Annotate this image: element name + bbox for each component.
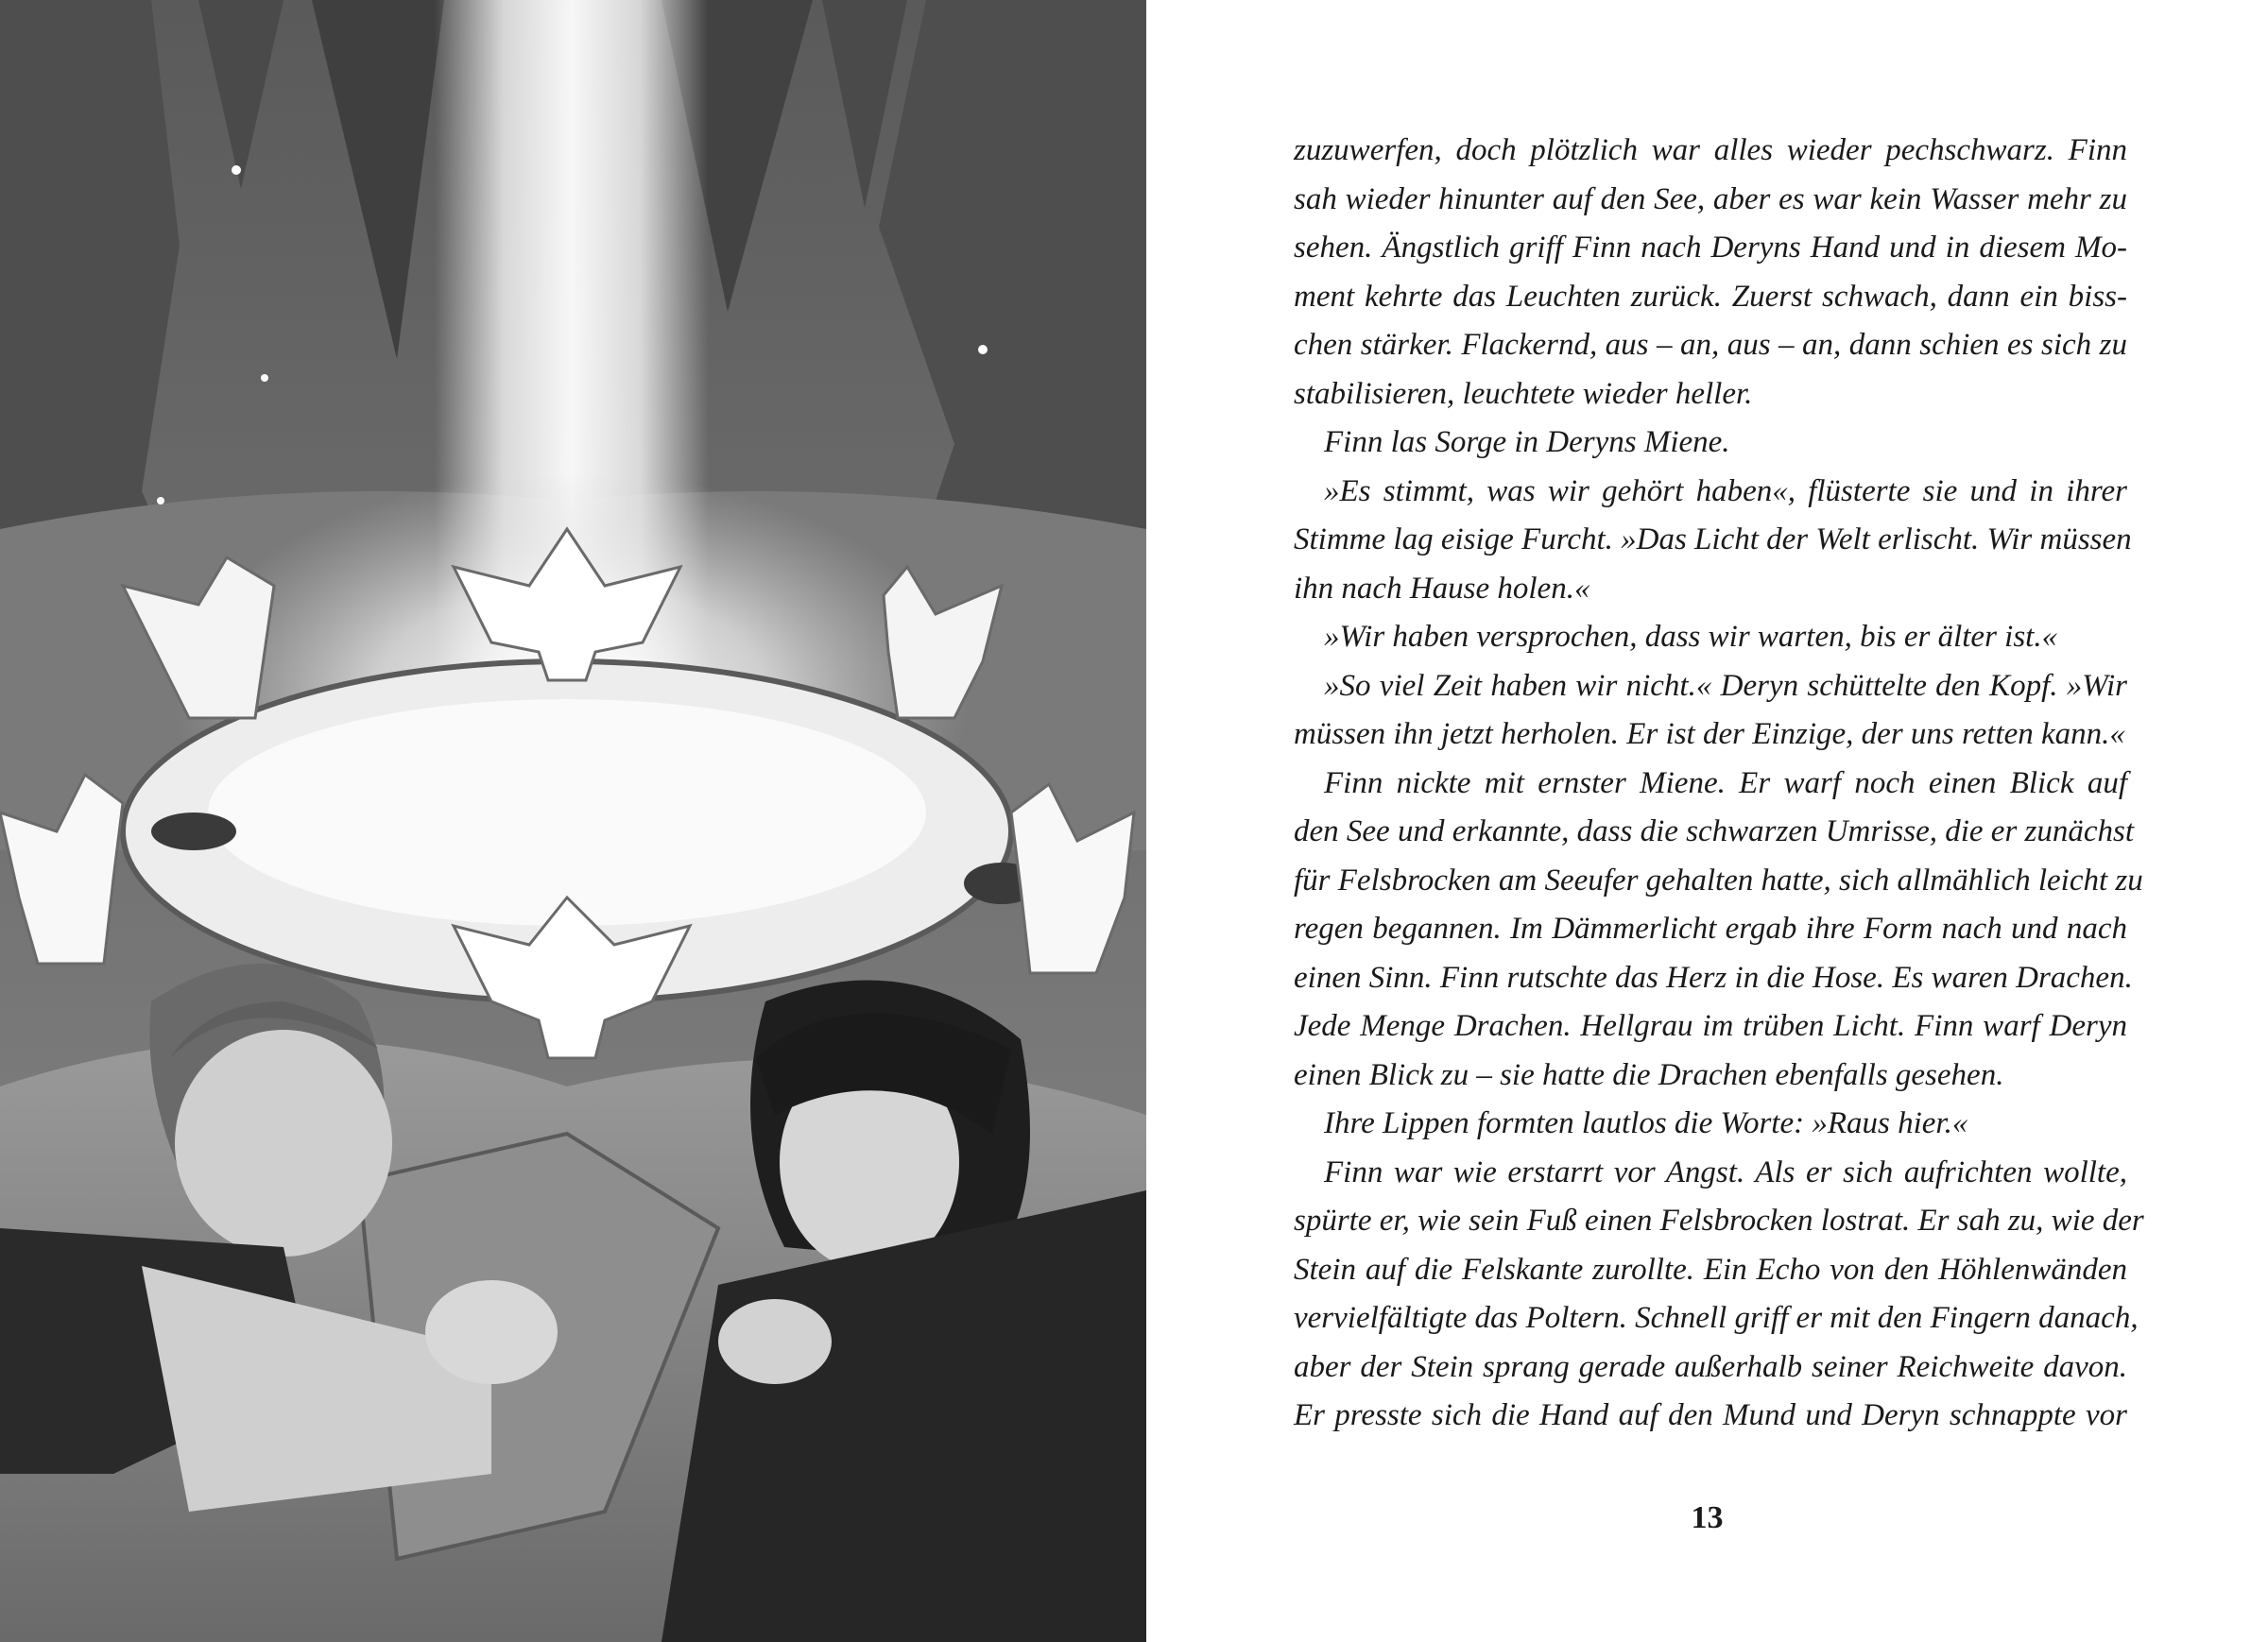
text-line: ihn nach Hause holen.« xyxy=(1294,571,1590,606)
text-line: sah wieder hinunter auf den See, aber es war kein Wasser mehr zu xyxy=(1294,181,2127,216)
text-line: müssen ihn jetzt herholen. Er ist der Einzige, der uns retten kann.« xyxy=(1294,717,2125,751)
text-page xyxy=(1146,0,2268,1642)
text-line: Stimme lag eisige Furcht. »Das Licht der Welt erlischt. Wir müssen xyxy=(1294,522,2132,556)
text-line: »Wir haben versprochen, dass wir warten, bis er älter ist.« xyxy=(1324,620,2058,654)
page-number: 13 xyxy=(1691,1500,1724,1535)
text-line: aber der Stein sprang gerade außerhalb seiner Reichweite davon. xyxy=(1294,1349,2127,1384)
text-line: chen stärker. Flackernd, aus – an, aus – an, dann schien es sich zu xyxy=(1294,328,2127,362)
text-line: Stein auf die Felskante zurollte. Ein Echo von den Höhlenwänden xyxy=(1294,1252,2127,1287)
text-line: vervielfältigte das Poltern. Schnell griff er mit den Fingern danach, xyxy=(1294,1301,2139,1335)
text-line: einen Blick zu – sie hatte die Drachen ebenfalls gesehen. xyxy=(1294,1057,2004,1092)
text-line: Finn war wie erstarrt vor Angst. Als er sich aufrichten wollte, xyxy=(1324,1155,2127,1189)
text-line: ment kehrte das Leuchten zurück. Zuerst schwach, dann ein biss- xyxy=(1294,279,2127,314)
text-line: »Es stimmt, was wir gehört haben«, flüsterte sie und in ihrer xyxy=(1324,473,2127,508)
text-line: Finn las Sorge in Deryns Miene. xyxy=(1324,425,1730,459)
text-line: sehen. Ängstlich griff Finn nach Deryns Hand und in diesem Mo- xyxy=(1294,231,2127,265)
text-line: regen begannen. Im Dämmerlicht ergab ihre Form nach und nach xyxy=(1294,912,2127,946)
text-line: für Felsbrocken am Seeufer gehalten hatte, sich allmählich leicht zu xyxy=(1294,863,2143,898)
text-line: Er presste sich die Hand auf den Mund und Deryn schnappte vor xyxy=(1294,1398,2127,1432)
body-text xyxy=(1294,127,2144,1441)
text-line: zuzuwerfen, doch plötzlich war alles wieder pechschwarz. Finn xyxy=(1294,133,2127,167)
text-line: einen Sinn. Finn rutschte das Herz in die Hose. Es waren Drachen. xyxy=(1294,960,2133,995)
text-line: spürte er, wie sein Fuß einen Felsbrocken lostrat. Er sah zu, wie der xyxy=(1294,1204,2144,1238)
text-line: stabilisieren, leuchtete wieder heller. xyxy=(1294,376,1753,411)
text-line: Jede Menge Drachen. Hellgrau im trüben Licht. Finn warf Deryn xyxy=(1294,1009,2127,1043)
lake-rock-left xyxy=(151,812,236,850)
text-line: Ihre Lippen formten lautlos die Worte: »Raus hier.« xyxy=(1324,1106,1968,1140)
text-line: Finn nickte mit ernster Miene. Er warf noch einen Blick auf xyxy=(1324,765,2127,800)
text-line: »So viel Zeit haben wir nicht.« Deryn schüttelte den Kopf. »Wir xyxy=(1324,668,2127,703)
text-line: den See und erkannte, dass die schwarzen Umrisse, die er zunächst xyxy=(1294,814,2135,848)
